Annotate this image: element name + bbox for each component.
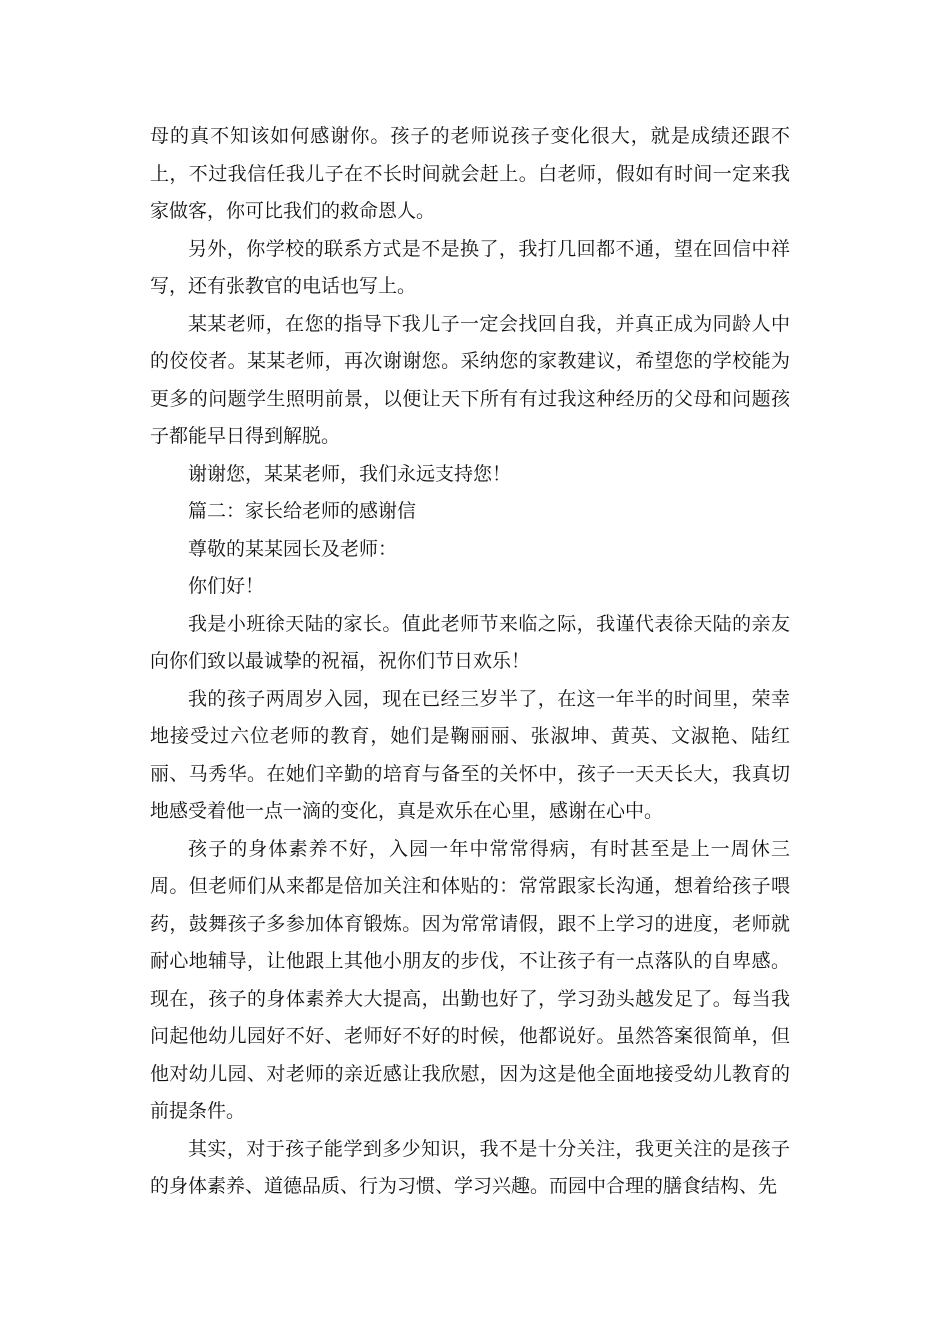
letter-body <box>150 118 790 1206</box>
greeting: 你们好！ <box>188 575 265 597</box>
paragraph-hope: 某某老师，在您的指导下我儿子一定会找回自我，并真正成为同龄人中的佼佼者。某某老师，再次谢谢您。采纳您的家教建议，希望您的学校能为更多的问题学生照明前景，以便让天下所有有过我这种经历的父母和问题孩子都能早日得到解脱。 <box>150 312 790 447</box>
paragraph-contact-request: 另外，你学校的联系方式是不是换了，我打几回都不通，望在回信中祥写，还有张教官的电话也写上。 <box>150 237 790 297</box>
paragraph-continued-thanks: 母的真不知该如何感谢你。孩子的老师说孩子变化很大，就是成绩还跟不上，不过我信任我儿子在不长时间就会赶上。白老师，假如有时间一定来我家做客，你可比我们的救命恩人。 <box>150 125 790 222</box>
section-heading: 篇二：家长给老师的感谢信 <box>188 500 417 522</box>
paragraph-introduction: 我是小班徐天陆的家长。值此老师节来临之际，我谨代表徐天陆的亲友向你们致以最诚挚的祝福，祝你们节日欢乐！ <box>150 612 790 672</box>
paragraph-focus: 其实，对于孩子能学到多少知识，我不是十分关注，我更关注的是孩子的身体素养、道德品质、行为习惯、学习兴趣。而园中合理的膳食结构、先 <box>150 1137 790 1197</box>
paragraph-teachers: 我的孩子两周岁入园，现在已经三岁半了，在这一年半的时间里，荣幸地接受过六位老师的教育，她们是鞠丽丽、张淑坤、黄英、文淑艳、陆红丽、马秀华。在她们辛勤的培育与备至的关怀中，孩子一天天长大，我真切地感受着他一点一滴的变化，真是欢乐在心里，感谢在心中。 <box>150 687 790 822</box>
salutation: 尊敬的某某园长及老师： <box>188 537 398 560</box>
paragraph-health: 孩子的身体素养不好，入园一年中常常得病，有时甚至是上一周休三周。但老师们从来都是倍加关注和体贴的：常常跟家长沟通，想着给孩子喂药，鼓舞孩子多参加体育锻炼。因为常常请假，跟不上学习的进度，老师就耐心地辅导，让他跟上其他小朋友的步伐，不让孩子有一点落队的自卑感。现在，孩子的身体素养大大提高，出勤也好了，学习劲头越发足了。每当我问起他幼儿园好不好、老师好不好的时候，他都说好。虽然答案很简单，但他对幼儿园、对老师的亲近感让我欣慰，因为这是他全面地接受幼儿教育的前提条件。 <box>150 837 790 1122</box>
paragraph-closing-thanks: 谢谢您，某某老师，我们永远支持您！ <box>188 462 512 485</box>
